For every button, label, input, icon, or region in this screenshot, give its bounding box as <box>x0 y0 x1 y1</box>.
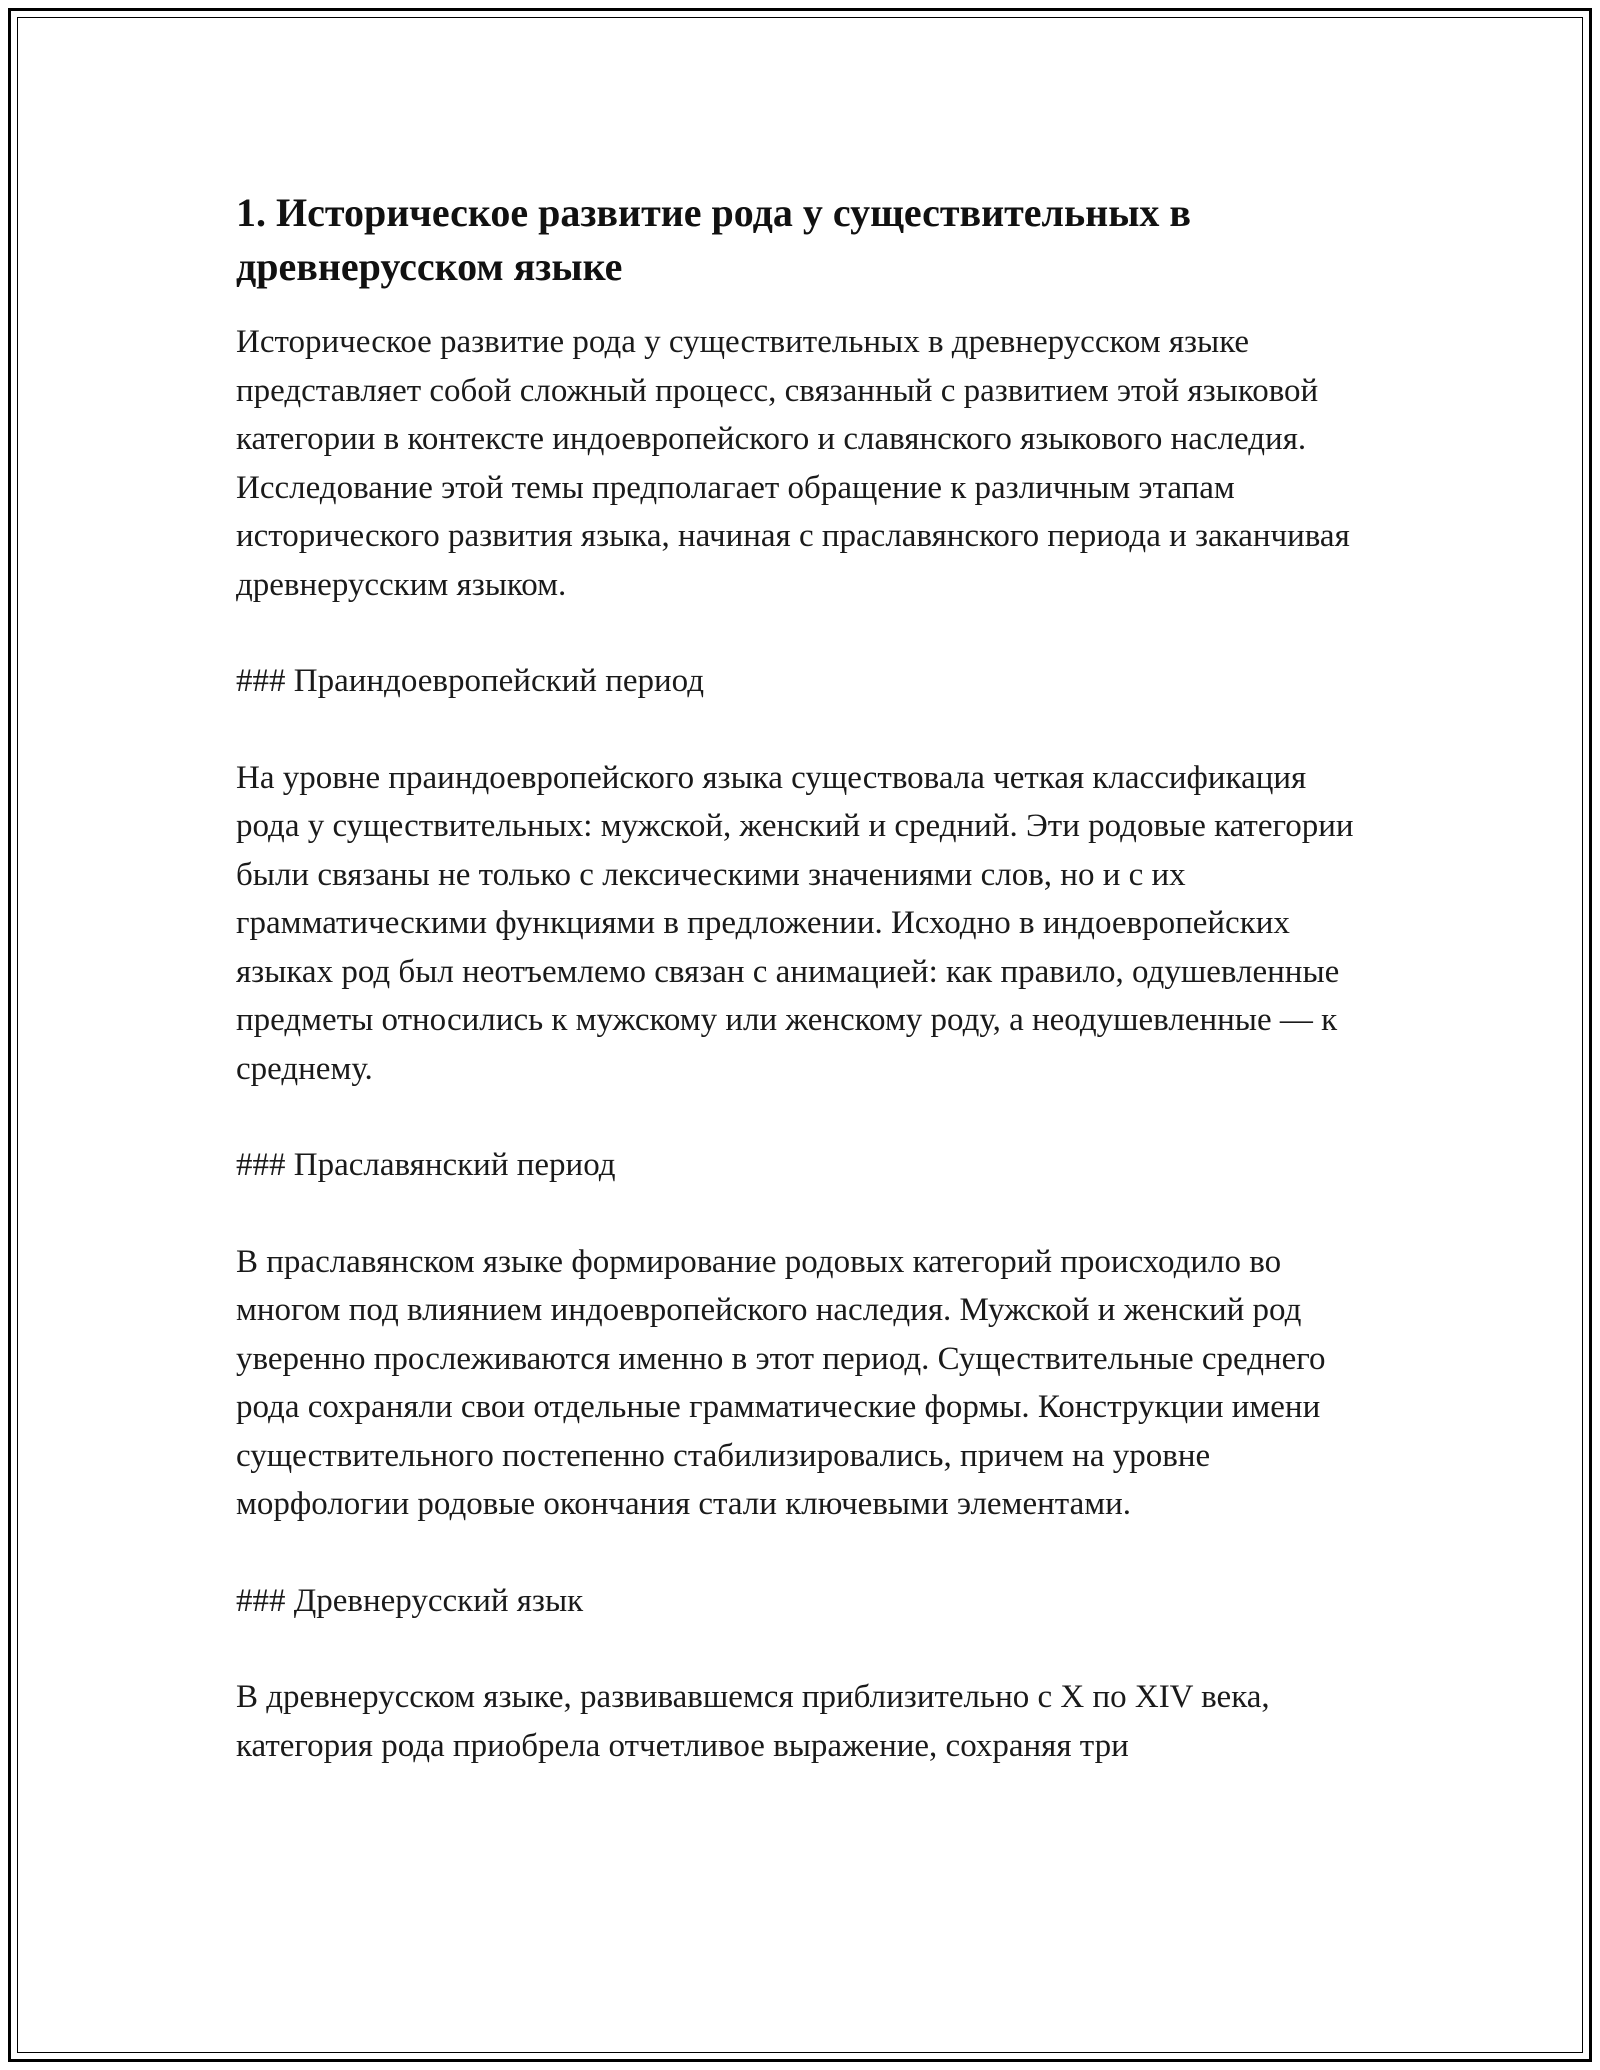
document-body <box>236 186 1376 1770</box>
spacer <box>236 706 1376 754</box>
section-paragraph-old-russian: В древнерусском языке, развивавшемся приблизительно с X по XIV века, категория рода приобрела отчетливое выражение, сохраняя три <box>236 1679 1270 1764</box>
spacer <box>236 1529 1376 1577</box>
section-paragraph-proto-indo-european: На уровне праиндоевропейского языка существовала четкая классификация рода у существительных: мужской, женский и средний. Эти родовые категории были связаны не только с лексическими значениями слов, но и с их грамматическими функциями в предложении. Исходно в индоевропейских языках род был неотъемлемо связан с анимацией: как правило, одушевленные предметы относились к мужскому или женскому роду, а неодушевленные — к среднему. <box>236 759 1354 1087</box>
section-heading-proto-slavic: ### Праславянский период <box>236 1147 616 1183</box>
document-title: 1. Историческое развитие рода у существительных в древнерусском языке <box>236 190 1192 289</box>
spacer <box>236 609 1376 657</box>
intro-paragraph: Историческое развитие рода у существительных в древнерусском языке представляет собой сложный процесс, связанный с развитием этой языковой категории в контексте индоевропейского и славянского языкового наследия. Исследование этой темы предполагает обращение к различным этапам исторического развития языка, начиная с праславянского периода и заканчивая древнерусским языком. <box>236 324 1350 603</box>
spacer <box>236 1093 1376 1141</box>
section-paragraph-proto-slavic: В праславянском языке формирование родовых категорий происходило во многом под влиянием индоевропейского наследия. Мужской и женский род уверенно прослеживаются именно в этот период. Существительные среднего рода сохраняли свои отдельные грамматические формы. Конструкции имени существительного постепенно стабилизировались, причем на уровне морфологии родовые окончания стали ключевыми элементами. <box>236 1243 1326 1522</box>
spacer <box>236 1190 1376 1238</box>
spacer <box>236 1625 1376 1673</box>
section-heading-old-russian: ### Древнерусский язык <box>236 1582 584 1619</box>
section-heading-proto-indo-european: ### Праиндоевропейский период <box>236 663 704 699</box>
